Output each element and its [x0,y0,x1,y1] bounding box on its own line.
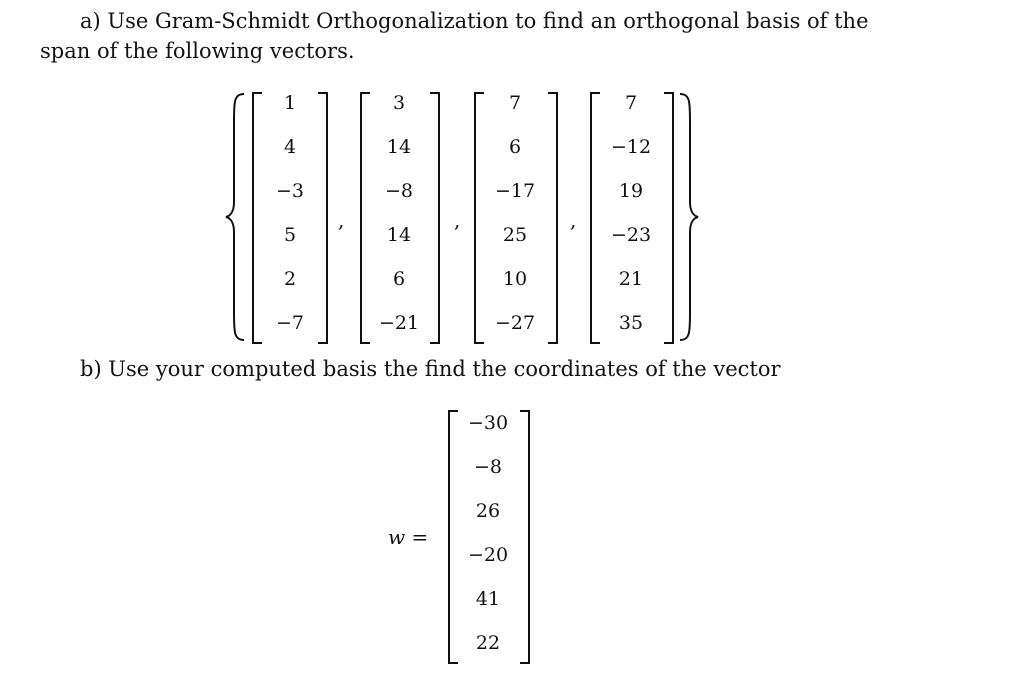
vector-4-entry-4: −23 [610,224,652,246]
part-b-text: b) Use your computed basis the find the coordinates of the vector [80,357,781,381]
part-a-line-1: a) Use Gram-Schmidt Orthogonalization to find an orthogonal basis of the [80,9,869,33]
right-brace-icon [676,92,698,342]
vector-1-entry-1: 1 [283,92,297,114]
vector-2-entry-4: 14 [386,224,412,246]
vector-4-entry-5: 21 [618,268,644,290]
w-entry-2: −8 [473,456,502,478]
vector-1-right-bracket [318,92,328,344]
vector-4-right-bracket [664,92,674,344]
vector-3-entry-5: 10 [502,268,528,290]
vector-4-entry-3: 19 [618,180,644,202]
vector-4-entry-1: 7 [624,92,638,114]
vector-2-left-bracket [360,92,370,344]
vector-3-entry-6: −27 [494,312,536,334]
vector-2-right-bracket [430,92,440,344]
w-entry-4: −20 [467,544,509,566]
vector-4-entry-6: 35 [618,312,644,334]
w-entry-5: 41 [475,588,501,610]
vector-3-entry-1: 7 [508,92,522,114]
w-right-bracket [520,410,530,664]
vector-1-entry-3: −3 [275,180,304,202]
part-a-line-2: span of the following vectors. [40,39,355,63]
vector-4-left-bracket [590,92,600,344]
vector-2-entry-6: −21 [378,312,420,334]
vector-1-left-bracket [252,92,262,344]
w-entry-1: −30 [467,412,509,434]
vector-2-entry-1: 3 [392,92,406,114]
vector-2-entry-5: 6 [392,268,406,290]
w-entry-3: 26 [475,500,501,522]
comma-1: , [338,208,345,232]
vector-4-entry-2: −12 [610,136,652,158]
w-entry-6: 22 [475,632,501,654]
vector-2-entry-3: −8 [384,180,413,202]
vector-3-entry-4: 25 [502,224,528,246]
vector-3-entry-2: 6 [508,136,522,158]
vector-3-entry-3: −17 [494,180,536,202]
vector-1-entry-2: 4 [283,136,297,158]
vector-1-entry-4: 5 [283,224,297,246]
vector-3-right-bracket [548,92,558,344]
left-brace-icon [226,92,248,342]
w-left-bracket [448,410,458,664]
vector-3-left-bracket [474,92,484,344]
comma-2: , [454,208,461,232]
w-label: w = [388,525,429,549]
vector-1-entry-6: −7 [275,312,304,334]
vector-1-entry-5: 2 [283,268,297,290]
comma-3: , [570,208,577,232]
vector-2-entry-2: 14 [386,136,412,158]
